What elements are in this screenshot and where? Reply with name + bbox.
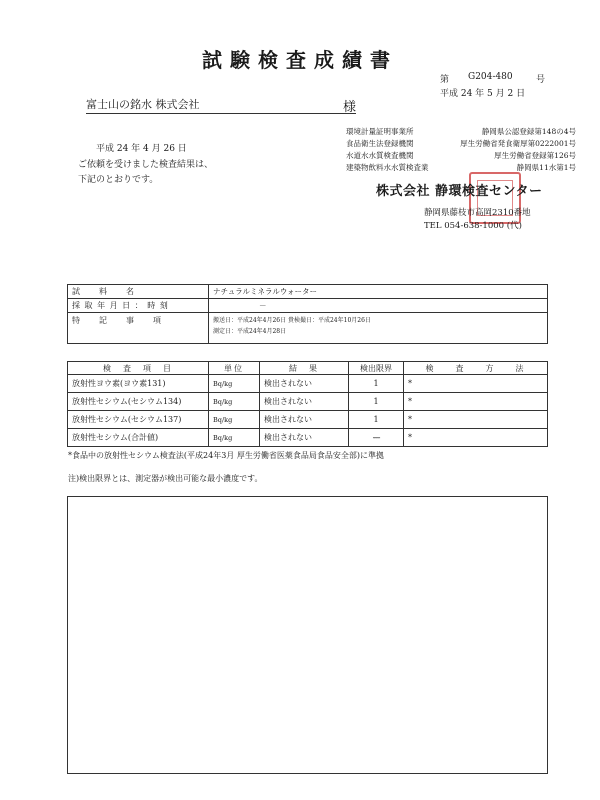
result-method: *: [404, 375, 548, 393]
result-item: 放射性セシウム(セシウム134): [68, 393, 209, 411]
table-row: [68, 393, 548, 411]
result-value: 検出されない: [260, 429, 349, 447]
sample-name-value: ナチュラルミネラルウォーター: [209, 285, 548, 299]
document-number: [440, 72, 550, 85]
result-method: *: [404, 393, 548, 411]
result-limit: ----: [349, 429, 404, 447]
detection-limit-note: 注)検出限界とは、測定器が検出可能な最小濃度です。: [68, 474, 263, 483]
registration-name: 建築物飲料水水質検査業: [346, 163, 429, 172]
registration-value: 静岡県11水第1号: [516, 163, 576, 172]
registration-item: [346, 126, 576, 138]
header-detection-limit: 検出限界: [349, 362, 404, 375]
table-row: [68, 411, 548, 429]
header-test-method: 検 査 方 法: [404, 362, 548, 375]
special-notes-value: [209, 313, 548, 344]
sample-info-table: [67, 284, 548, 344]
registration-value: 静岡県公認登録第148の4号: [481, 127, 576, 136]
document-date: 平成 24 年 5 月 2 日: [440, 89, 526, 99]
special-notes-line1: 搬送日：平成24年4月26日 貴検撮日：平成24年10月26日: [213, 317, 371, 324]
registration-name: 水道水水質検査機関: [346, 151, 414, 160]
result-item: 放射性セシウム(セシウム137): [68, 411, 209, 429]
header-test-item: 検 査 項 目: [68, 362, 209, 375]
company-address-block: [424, 207, 531, 233]
header-unit: 単位: [209, 362, 260, 375]
registration-item: [346, 138, 576, 150]
result-unit: Bq/kg: [209, 393, 260, 411]
request-text-line1: ご依頼を受けました検査結果は、: [78, 160, 214, 170]
results-table: [67, 361, 548, 447]
company-tel: TEL 054-638-1000 (代): [424, 221, 522, 231]
doc-number-value: G204-480: [468, 72, 513, 82]
result-unit: Bq/kg: [209, 411, 260, 429]
registration-value: 厚生労働省登録第126号: [494, 151, 576, 160]
company-name: 株式会社 静環検査センター: [376, 184, 543, 199]
special-notes-line2: 測定日：平成24年4月28日: [213, 328, 287, 335]
request-text-line2: 下記のとおりです。: [78, 175, 159, 185]
table-header-row: [68, 362, 548, 375]
addressee-name: 富士山の銘水 株式会社: [86, 98, 200, 111]
sample-name-label: 試 料 名: [68, 285, 209, 299]
result-value: 検出されない: [260, 411, 349, 429]
remarks-frame: [67, 496, 548, 774]
registration-name: 食品衛生法登録機関: [346, 139, 414, 148]
request-date: 平成 24 年 4 月 26 日: [96, 144, 187, 154]
registration-name: 環境計量証明事業所: [346, 127, 414, 136]
method-note: *食品中の放射性セシウム検査法(平成24年3月 厚生労働省医薬食品局食品安全部)に準拠: [68, 451, 384, 460]
table-row: [68, 375, 548, 393]
table-row: [68, 429, 548, 447]
sampling-date-label: 採 取 年 月 日 ： 時 刻: [68, 299, 209, 313]
result-value: 検出されない: [260, 393, 349, 411]
table-row: [68, 313, 548, 344]
registration-item: [346, 150, 576, 162]
company-address: 静岡県藤枝市高岡2310番地: [424, 208, 531, 218]
request-text: [78, 158, 213, 188]
doc-number-suffix: 号: [536, 75, 546, 85]
result-item: 放射性ヨウ素(ヨウ素131): [68, 375, 209, 393]
addressee-honorific: 様: [342, 100, 356, 115]
table-row: [68, 299, 548, 313]
doc-number-prefix: 第: [440, 75, 450, 85]
header-result: 結 果: [260, 362, 349, 375]
registration-list: [346, 126, 576, 174]
result-limit: 1: [349, 375, 404, 393]
registration-item: [346, 162, 576, 174]
sampling-date-value: －: [209, 299, 548, 313]
result-unit: Bq/kg: [209, 375, 260, 393]
result-unit: Bq/kg: [209, 429, 260, 447]
result-method: *: [404, 411, 548, 429]
result-limit: 1: [349, 411, 404, 429]
result-value: 検出されない: [260, 375, 349, 393]
result-item: 放射性セシウム(合計値): [68, 429, 209, 447]
result-method: *: [404, 429, 548, 447]
addressee: [86, 96, 356, 114]
document-title: 試験検査成績書: [202, 48, 398, 72]
table-row: [68, 285, 548, 299]
result-limit: 1: [349, 393, 404, 411]
registration-value: 厚生労働省発食衛厚第0222001号: [460, 139, 576, 148]
special-notes-label: 特 記 事 項: [68, 313, 209, 344]
